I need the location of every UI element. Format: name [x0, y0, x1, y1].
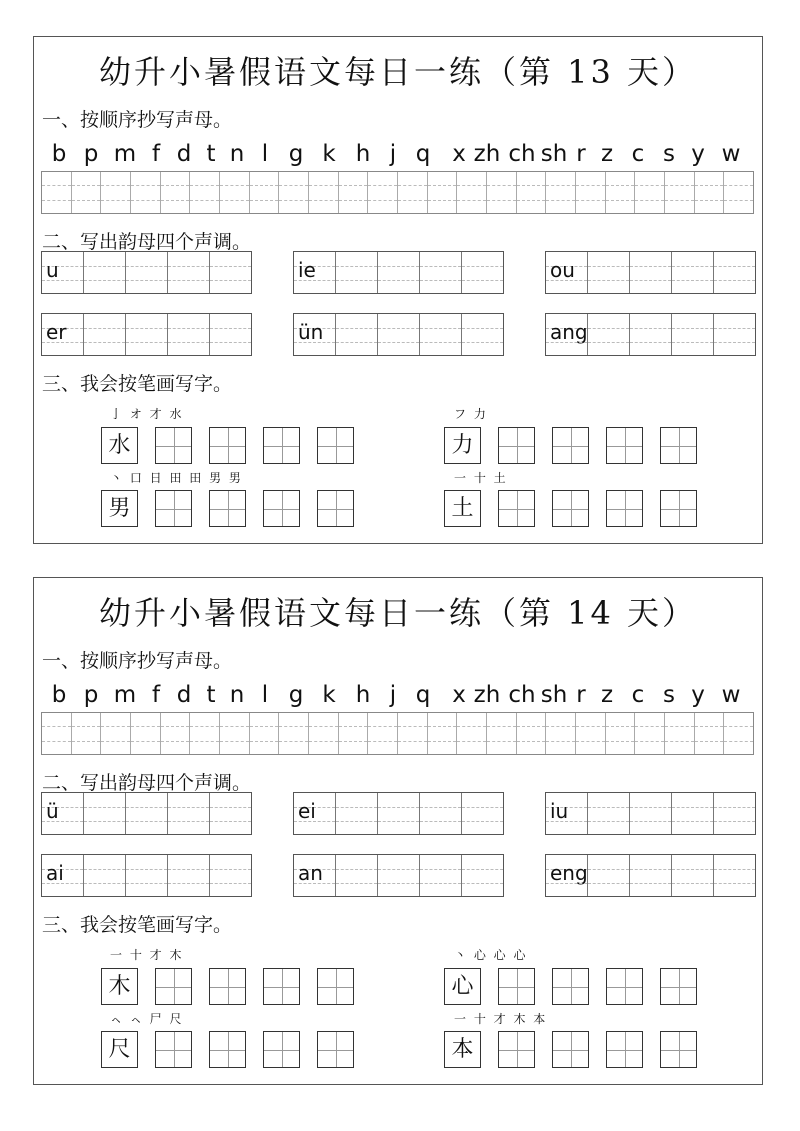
writing-cell[interactable]: [498, 490, 535, 527]
final-label: ei: [298, 799, 316, 823]
initial-letter: k: [322, 682, 336, 708]
initial-letter: j: [389, 141, 397, 167]
final-label: eng: [550, 861, 588, 885]
initial-letter: m: [113, 682, 137, 708]
writing-cell[interactable]: [552, 427, 589, 464]
stroke-order-hint: 一 十 才 木 本: [454, 1012, 548, 1026]
initial-letter: h: [355, 682, 371, 708]
initial-letter: m: [113, 141, 137, 167]
writing-cell[interactable]: [317, 490, 354, 527]
initial-letter: sh: [540, 141, 568, 167]
initial-letter: t: [206, 141, 216, 167]
model-character: 心: [444, 968, 481, 1005]
initial-letter: g: [288, 141, 304, 167]
writing-cell[interactable]: [660, 1031, 697, 1068]
section-2-heading: 二、写出韵母四个声调。: [42, 231, 252, 253]
writing-cell[interactable]: [606, 490, 643, 527]
final-label: ü: [46, 799, 59, 823]
initial-letter: z: [600, 141, 614, 167]
initial-letter: r: [576, 682, 586, 708]
initial-letter: p: [83, 141, 99, 167]
tone-box[interactable]: [293, 251, 504, 294]
initial-letter: sh: [540, 682, 568, 708]
initial-letter: f: [151, 141, 161, 167]
model-character: 水: [101, 427, 138, 464]
initial-letter: w: [721, 682, 741, 708]
writing-cell[interactable]: [155, 1031, 192, 1068]
final-label: er: [46, 320, 67, 344]
writing-cell[interactable]: [552, 490, 589, 527]
initial-letter: x: [452, 141, 466, 167]
writing-cell[interactable]: [660, 490, 697, 527]
model-character: 尺: [101, 1031, 138, 1068]
tone-box[interactable]: [293, 313, 504, 356]
writing-cell[interactable]: [498, 427, 535, 464]
section-3-heading: 三、我会按笔画写字。: [42, 914, 233, 936]
initials-writing-strip[interactable]: [41, 712, 754, 755]
initial-letter: l: [261, 141, 269, 167]
sheet-title: 幼升小暑假语文每日一练（第 13 天）: [98, 53, 698, 91]
character-practice-row: [101, 1031, 354, 1068]
final-label: ang: [550, 320, 588, 344]
initial-letter: t: [206, 682, 216, 708]
model-character: 男: [101, 490, 138, 527]
initial-letter: p: [83, 682, 99, 708]
writing-cell[interactable]: [606, 1031, 643, 1068]
initial-letter: d: [176, 141, 192, 167]
initial-letter: n: [229, 141, 245, 167]
initial-letter: zh: [473, 682, 501, 708]
initials-writing-strip[interactable]: [41, 171, 754, 214]
initial-letter: c: [631, 141, 645, 167]
worksheet-day-14: [33, 577, 763, 1085]
initial-letter: z: [600, 682, 614, 708]
initial-letter: x: [452, 682, 466, 708]
initial-letter: f: [151, 682, 161, 708]
initial-letter: g: [288, 682, 304, 708]
character-practice-row: [444, 1031, 697, 1068]
writing-cell[interactable]: [660, 968, 697, 1005]
writing-cell[interactable]: [263, 1031, 300, 1068]
initials-row: [41, 682, 754, 712]
initial-letter: l: [261, 682, 269, 708]
tone-box[interactable]: [545, 792, 756, 835]
writing-cell[interactable]: [317, 1031, 354, 1068]
writing-cell[interactable]: [209, 968, 246, 1005]
model-character: 本: [444, 1031, 481, 1068]
writing-cell[interactable]: [263, 490, 300, 527]
stroke-order-hint: 丶 心 心 心: [454, 948, 528, 962]
initial-letter: b: [51, 141, 67, 167]
writing-cell[interactable]: [263, 968, 300, 1005]
section-3-heading: 三、我会按笔画写字。: [42, 373, 233, 395]
initial-letter: zh: [473, 141, 501, 167]
worksheet-day-13: [33, 36, 763, 544]
initial-letter: j: [389, 682, 397, 708]
tone-box[interactable]: [545, 313, 756, 356]
final-label: an: [298, 861, 323, 885]
initial-letter: s: [663, 141, 675, 167]
writing-cell[interactable]: [552, 1031, 589, 1068]
tone-box[interactable]: [545, 854, 756, 897]
character-practice-row: [101, 490, 354, 527]
initial-letter: k: [322, 141, 336, 167]
initial-letter: c: [631, 682, 645, 708]
writing-cell[interactable]: [317, 968, 354, 1005]
writing-cell[interactable]: [263, 427, 300, 464]
writing-cell[interactable]: [155, 968, 192, 1005]
tone-box[interactable]: [41, 313, 252, 356]
writing-cell[interactable]: [317, 427, 354, 464]
writing-cell[interactable]: [552, 968, 589, 1005]
writing-cell[interactable]: [155, 490, 192, 527]
tone-box[interactable]: [293, 854, 504, 897]
final-label: ai: [46, 861, 64, 885]
initial-letter: h: [355, 141, 371, 167]
character-practice-row: [444, 427, 697, 464]
model-character: 木: [101, 968, 138, 1005]
tone-box[interactable]: [41, 251, 252, 294]
initial-letter: b: [51, 682, 67, 708]
writing-cell[interactable]: [155, 427, 192, 464]
stroke-order-hint: フ 力: [454, 407, 488, 421]
tone-box[interactable]: [41, 854, 252, 897]
writing-cell[interactable]: [209, 490, 246, 527]
character-practice-row: [444, 490, 697, 527]
character-practice-row: [101, 427, 354, 464]
writing-cell[interactable]: [606, 968, 643, 1005]
initial-letter: q: [415, 682, 431, 708]
initials-row: [41, 141, 754, 171]
initial-letter: ch: [508, 682, 536, 708]
character-practice-row: [444, 968, 697, 1005]
section-1-heading: 一、按顺序抄写声母。: [42, 109, 233, 131]
tone-box[interactable]: [545, 251, 756, 294]
model-character: 土: [444, 490, 481, 527]
stroke-order-hint: 一 十 才 木: [110, 948, 184, 962]
character-practice-row: [101, 968, 354, 1005]
initial-letter: q: [415, 141, 431, 167]
initial-letter: y: [691, 682, 705, 708]
writing-cell[interactable]: [498, 1031, 535, 1068]
final-label: iu: [550, 799, 569, 823]
initial-letter: w: [721, 141, 741, 167]
model-character: 力: [444, 427, 481, 464]
initial-letter: d: [176, 682, 192, 708]
writing-cell[interactable]: [606, 427, 643, 464]
stroke-order-hint: 一 十 土: [454, 471, 508, 485]
stroke-order-hint: 亅 オ 才 水: [110, 407, 184, 421]
final-label: ie: [298, 258, 316, 282]
tone-box[interactable]: [41, 792, 252, 835]
final-label: ün: [298, 320, 324, 344]
tone-box[interactable]: [293, 792, 504, 835]
final-label: u: [46, 258, 59, 282]
final-label: ou: [550, 258, 575, 282]
initial-letter: ch: [508, 141, 536, 167]
stroke-order-hint: 丶 口 日 田 田 男 男: [110, 471, 243, 485]
writing-cell[interactable]: [498, 968, 535, 1005]
writing-cell[interactable]: [209, 427, 246, 464]
initial-letter: s: [663, 682, 675, 708]
writing-cell[interactable]: [209, 1031, 246, 1068]
initial-letter: y: [691, 141, 705, 167]
initial-letter: r: [576, 141, 586, 167]
initial-letter: n: [229, 682, 245, 708]
section-1-heading: 一、按顺序抄写声母。: [42, 650, 233, 672]
stroke-order-hint: ㇸ ㇸ 尸 尺: [110, 1012, 184, 1026]
section-2-heading: 二、写出韵母四个声调。: [42, 772, 252, 794]
sheet-title: 幼升小暑假语文每日一练（第 14 天）: [98, 594, 698, 632]
writing-cell[interactable]: [660, 427, 697, 464]
